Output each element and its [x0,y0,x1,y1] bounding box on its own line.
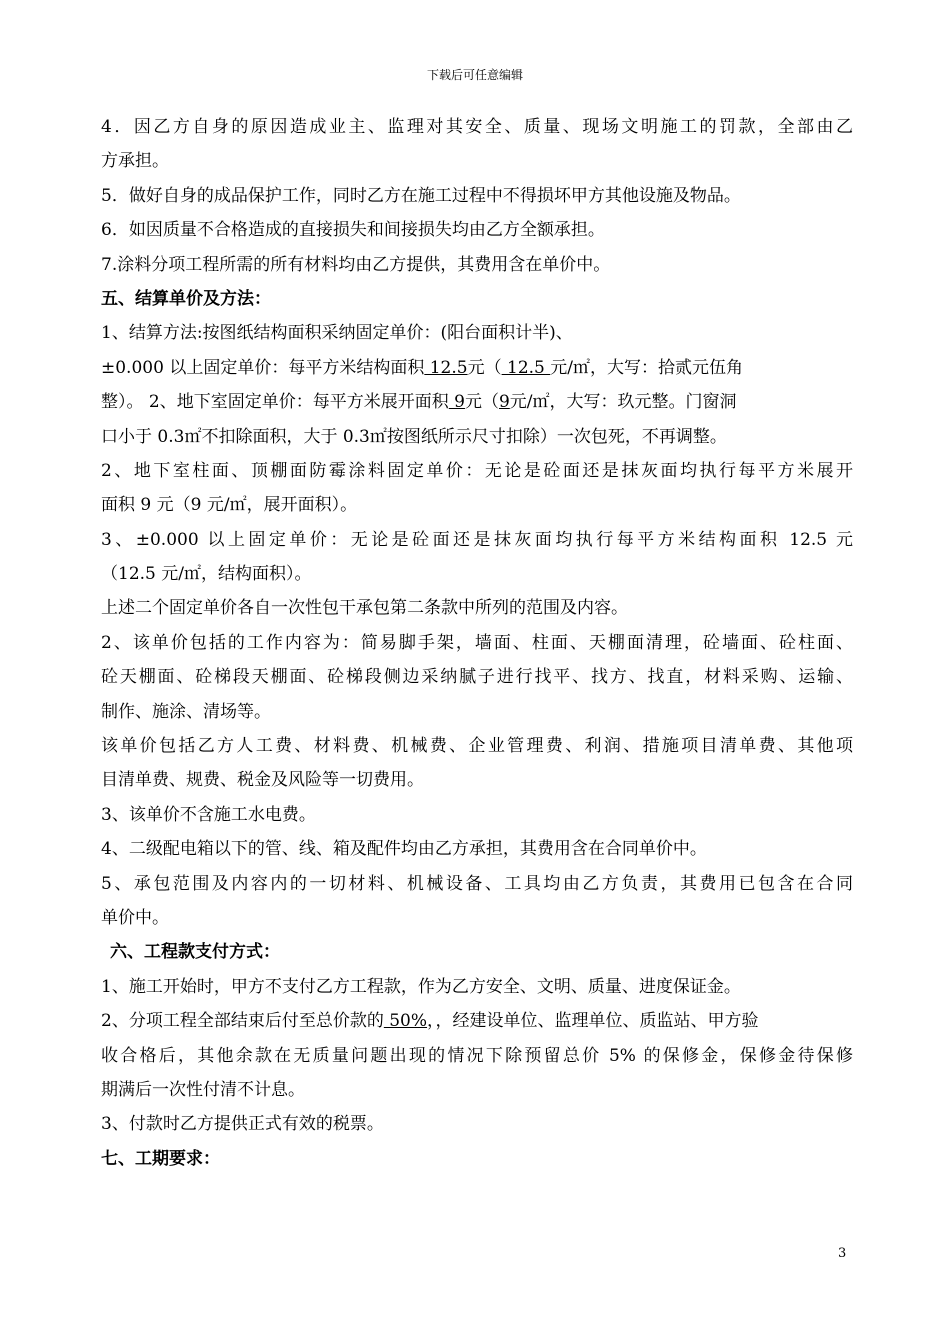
text-run: 元/㎡，大写：玖元整。门窗洞 [509,392,737,413]
section-heading: 五、结算单价及方法： [101,288,271,309]
paragraph-line: 砼天棚面、砼梯段天棚面、砼梯段侧边采纳腻子进行找平、找方、找直，材料采购、运输、 [101,667,853,688]
paragraph-line: 上述二个固定单价各自一次性包干承包第二条款中所列的范围及内容。 [101,598,628,619]
page-header: 下载后可任意编辑 [426,68,523,82]
text-run: ±0.000 以上固定单价：每平方米结构面积 [101,357,425,378]
paragraph-line: 该单价包括乙方人工费、材料费、机械费、企业管理费、利润、措施项目清单费、其他项 [101,736,853,757]
text-run: 元（ [467,357,502,378]
underlined-value: 12.5 [501,357,551,378]
document-body [101,110,853,1176]
section-heading: 六、工程款支付方式： [110,942,280,963]
paragraph-line: 5．做好自身的成品保护工作，同时乙方在施工过程中不得损坏甲方其他设施及物品。 [101,185,741,206]
paragraph-line: 方承担。 [101,151,169,172]
paragraph-line: 期满后一次性付清不计息。 [101,1079,305,1100]
paragraph-line: 面积 9 元（9 元/㎡，展开面积）。 [101,495,358,516]
paragraph-line: 4、二级配电箱以下的管、线、箱及配件均由乙方承担，其费用含在合同单价中。 [101,839,707,860]
paragraph-line: 1、施工开始时，甲方不支付乙方工程款，作为乙方安全、文明、质量、进度保证金。 [101,976,741,997]
paragraph-line: 1、结算方法:按图纸结构面积采纳固定单价：(阳台面积计半)、 [101,323,573,344]
paragraph-line: 3、该单价不含施工水电费。 [101,804,316,825]
paragraph-line: 目清单费、规费、税金及风险等一切费用。 [101,770,424,791]
paragraph-line: 3、付款时乙方提供正式有效的税票。 [101,1114,384,1135]
section-heading: 七、工期要求： [101,1148,220,1169]
paragraph-line: 制作、施涂、清场等。 [101,701,271,722]
paragraph-line: 6．如因质量不合格造成的直接损失和间接损失均由乙方全额承担。 [101,220,605,241]
paragraph-line: 单价中。 [101,907,169,928]
underlined-value: 12.5 [424,357,468,378]
text-run: 元/㎡，大写：拾贰元伍角 [550,357,743,378]
paragraph-line: 2、该单价包括的工作内容为：简易脚手架，墙面、柱面、天棚面清理，砼墙面、砼柱面、 [101,632,853,653]
paragraph-line: 2、地下室柱面、顶棚面防霉涂料固定单价：无论是砼面还是抹灰面均执行每平方米展开 [101,460,853,481]
text-run: ，，经建设单位、监理单位、质监站、甲方验 [427,1011,759,1032]
text-run: 整）。 2、地下室固定单价：每平方米展开面积 [101,392,449,413]
paragraph-line: 口小于 0.3㎡不扣除面积，大于 0.3㎡按图纸所示尺寸扣除）一次包死，不再调整。 [101,426,727,447]
text-run: 2、分项工程全部结束后付至总价款的 [101,1011,384,1032]
underlined-value: 9 [498,392,510,413]
underlined-value: 9 [448,392,465,413]
paragraph-line [101,351,853,385]
paragraph-line: （12.5 元/㎡，结构面积）。 [101,564,312,585]
text-run: 元（ [464,392,499,413]
paragraph-line: 7.涂料分项工程所需的所有材料均由乙方提供，其费用含在单价中。 [101,254,611,275]
paragraph-line [101,385,853,419]
page-number: 3 [838,1246,847,1261]
paragraph-line: 3、±0.000 以上固定单价：无论是砼面还是抹灰面均执行每平方米结构面积 12.5 元 [101,529,853,550]
paragraph-line [101,1004,853,1038]
paragraph-line: 收合格后，其他余款在无质量问题出现的情况下除预留总价 5% 的保修金，保修金待保修 [101,1045,853,1066]
paragraph-line: 4．因乙方自身的原因造成业主、监理对其安全、质量、现场文明施工的罚款，全部由乙 [101,117,853,137]
paragraph-line: 5、承包范围及内容内的一切材料、机械设备、工具均由乙方负责，其费用已包含在合同 [101,873,853,894]
underlined-value: 50% [383,1011,428,1032]
